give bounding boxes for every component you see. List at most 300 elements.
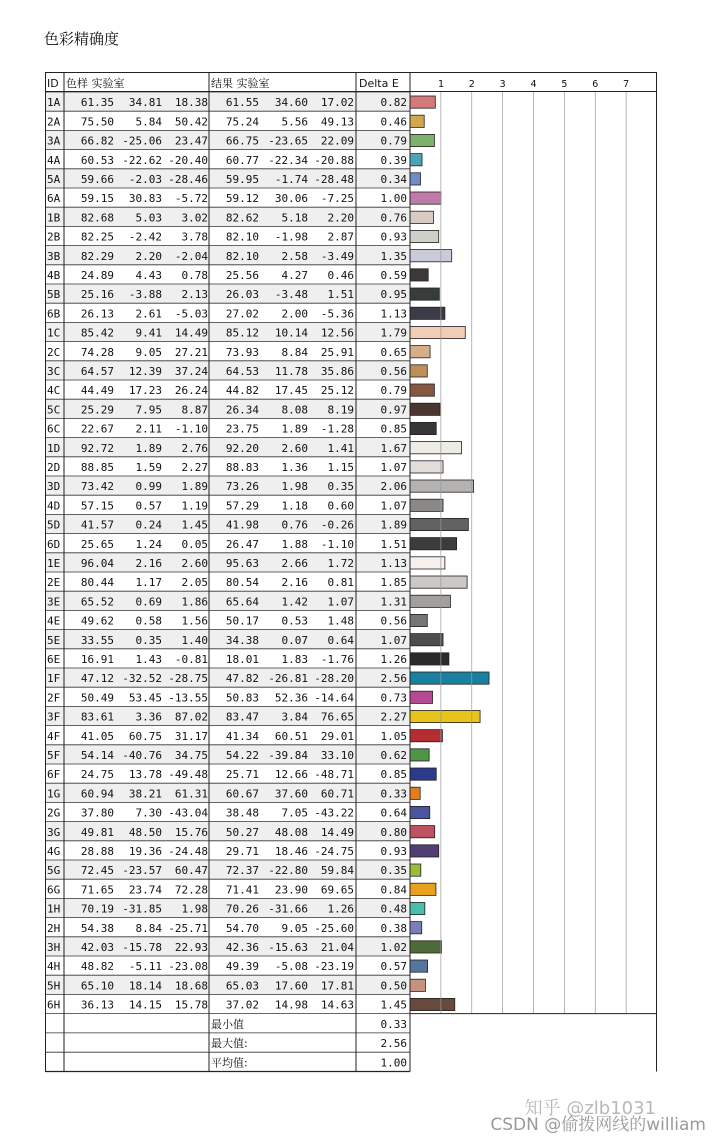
result-value: 73.93 [225, 345, 259, 359]
sample-value: 54.38 [80, 921, 114, 935]
summary-value: 0.33 [380, 1017, 407, 1031]
result-value: 25.71 [225, 768, 259, 782]
result-value: -22.80 [268, 864, 308, 878]
result-value: -22.34 [268, 153, 308, 167]
result-value: 61.55 [225, 96, 259, 110]
result-value: 1.83 [281, 653, 308, 666]
sample-value: -28.46 [168, 173, 208, 186]
result-value: 33.10 [320, 749, 354, 762]
sample-value: 60.94 [80, 787, 114, 801]
result-value: 1.15 [327, 461, 354, 474]
result-value: -5.08 [274, 960, 308, 974]
bar-6A [410, 192, 441, 204]
sample-value: 0.35 [135, 633, 162, 647]
row-id: 2E [47, 576, 61, 590]
result-value: 30.06 [274, 192, 308, 206]
bar-1A [410, 96, 435, 108]
sample-value: 4.43 [135, 269, 162, 282]
result-value: 41.98 [225, 518, 259, 532]
sample-value: 65.10 [80, 979, 114, 993]
page-title: 色彩精确度 [44, 30, 120, 48]
result-value: 88.83 [225, 461, 259, 474]
bar-2E [410, 576, 467, 588]
delta-e-value: 2.06 [380, 480, 407, 494]
sample-value: 64.57 [80, 365, 114, 378]
delta-e-value: 0.93 [380, 230, 407, 244]
bar-1D [410, 442, 462, 454]
result-value: 0.53 [281, 614, 308, 628]
result-value: 75.24 [225, 115, 259, 129]
result-value: -23.19 [314, 960, 354, 974]
sample-value: 34.75 [174, 749, 208, 762]
delta-e-value: 1.85 [380, 576, 407, 590]
row-id: 6A [47, 192, 61, 206]
sample-value: 12.39 [128, 365, 162, 378]
result-value: 64.53 [225, 365, 259, 378]
sample-value: -3.88 [128, 288, 162, 302]
sample-value: 0.69 [135, 595, 162, 609]
bar-4D [410, 499, 443, 511]
result-value: 5.56 [281, 115, 308, 129]
result-value: 14.98 [274, 998, 308, 1012]
delta-e-value: 1.13 [380, 557, 407, 570]
bar-2A [410, 115, 424, 127]
sample-value: 57.15 [80, 499, 114, 513]
sample-value: 1.17 [135, 576, 162, 590]
row-id: 3E [47, 595, 61, 609]
delta-e-value: 0.57 [380, 960, 407, 974]
sample-value: -13.55 [168, 691, 208, 705]
sample-value: 0.78 [181, 269, 208, 282]
sample-value: 75.50 [80, 115, 114, 129]
sample-value: 41.05 [80, 729, 114, 743]
row-id: 1G [47, 787, 61, 801]
result-value: 80.54 [225, 576, 259, 590]
sample-value: 1.19 [181, 499, 208, 513]
sample-value: 14.49 [174, 326, 208, 340]
sample-value: 0.99 [135, 480, 162, 494]
bar-6B [410, 307, 445, 319]
bar-3E [410, 595, 450, 607]
sample-value: 3.78 [181, 230, 208, 244]
sample-value: -2.03 [128, 173, 162, 186]
result-value: 69.65 [320, 883, 354, 897]
result-value: 34.38 [225, 633, 259, 647]
delta-e-value: 1.00 [380, 192, 407, 206]
sample-value: 31.17 [174, 729, 208, 743]
sample-value: -28.75 [168, 672, 208, 686]
row-id: 3H [47, 941, 61, 954]
result-value: 17.81 [320, 979, 354, 993]
delta-e-value: 0.76 [380, 211, 407, 225]
result-value: 44.82 [225, 384, 259, 398]
result-value: 2.58 [281, 249, 308, 263]
result-value: 22.09 [320, 134, 354, 148]
sample-value: -31.85 [122, 902, 162, 916]
sample-value: 13.78 [128, 768, 162, 782]
delta-e-value: 0.62 [380, 749, 407, 762]
sample-value: 1.40 [181, 633, 208, 647]
sample-value: 5.84 [135, 115, 162, 129]
sample-value: 82.29 [80, 249, 114, 263]
row-id: 6B [47, 307, 61, 321]
result-value: 7.05 [281, 806, 308, 820]
delta-e-value: 1.13 [380, 307, 407, 321]
result-value: 17.45 [274, 384, 308, 398]
result-value: 1.48 [327, 614, 354, 628]
result-value: 82.10 [225, 230, 259, 244]
delta-e-value: 1.31 [380, 595, 407, 609]
sample-value: -22.62 [122, 153, 162, 167]
bar-2C [410, 346, 430, 358]
delta-e-value: 1.07 [380, 499, 407, 513]
sample-value: 72.45 [80, 864, 114, 878]
row-id: 3B [47, 249, 61, 263]
sample-value: 41.57 [80, 518, 114, 532]
bar-6H [410, 998, 455, 1010]
delta-e-value: 0.35 [380, 864, 407, 878]
sample-value: 60.75 [128, 729, 162, 743]
sample-value: -49.48 [168, 768, 208, 782]
sample-value: 1.89 [181, 480, 208, 494]
sample-value: 1.89 [135, 441, 162, 455]
row-id: 1E [47, 557, 61, 570]
result-value: 1.42 [281, 595, 308, 609]
row-id: 2C [47, 345, 61, 359]
sample-value: 23.74 [128, 883, 162, 897]
sample-value: 61.31 [174, 787, 208, 801]
sample-value: 74.28 [80, 345, 114, 359]
bar-6C [410, 422, 436, 434]
sample-value: 73.42 [80, 480, 114, 494]
result-value: 65.03 [225, 979, 259, 993]
row-id: 6F [47, 768, 61, 782]
sample-value: 26.24 [174, 384, 208, 398]
delta-e-value: 0.48 [380, 902, 407, 916]
row-id: 3D [47, 480, 61, 494]
bar-6D [410, 538, 457, 550]
result-value: 1.36 [281, 461, 308, 474]
sample-value: 87.02 [174, 710, 208, 724]
delta-e-value: 0.97 [380, 403, 407, 417]
result-value: -1.28 [320, 422, 354, 436]
sample-value: 1.98 [181, 902, 208, 916]
bar-3C [410, 365, 427, 377]
sample-value: 82.25 [80, 230, 114, 244]
sample-value: 0.58 [135, 614, 162, 628]
bar-5F [410, 749, 429, 761]
sample-value: 2.61 [135, 307, 162, 321]
result-value: 1.98 [281, 480, 308, 494]
delta-e-value: 1.89 [380, 518, 407, 532]
row-id: 3F [47, 710, 61, 724]
sample-value: 7.30 [135, 806, 162, 820]
row-id: 6E [47, 653, 61, 666]
result-value: 26.34 [225, 403, 259, 417]
sample-value: 33.55 [80, 633, 114, 647]
result-value: -39.84 [268, 749, 308, 762]
result-value: 54.70 [225, 921, 259, 935]
sample-value: 5.03 [135, 211, 162, 225]
sample-value: 18.14 [128, 979, 162, 993]
sample-value: -15.78 [122, 941, 162, 954]
sample-value: -1.10 [174, 422, 208, 436]
sample-value: 14.15 [128, 998, 162, 1012]
row-id: 6C [47, 422, 61, 436]
result-value: -25.60 [314, 921, 354, 935]
sample-value: 82.68 [80, 211, 114, 225]
color-accuracy-report [45, 72, 657, 1098]
result-value: 1.51 [327, 288, 354, 302]
sample-value: 2.60 [181, 557, 208, 570]
summary-label: 最大值: [211, 1037, 248, 1051]
bar-2D [410, 461, 443, 473]
sample-value: 22.67 [80, 422, 114, 436]
sample-value: 9.05 [135, 345, 162, 359]
result-value: -3.49 [320, 249, 354, 263]
sample-value: 65.52 [80, 595, 114, 609]
sample-value: 0.05 [181, 537, 208, 551]
result-value: -14.64 [314, 691, 354, 705]
row-id: 1D [47, 441, 61, 455]
row-id: 1B [47, 211, 61, 225]
sample-value: 0.57 [135, 499, 162, 513]
row-id: 6D [47, 537, 61, 551]
result-value: 82.10 [225, 249, 259, 263]
result-value: 38.48 [225, 806, 259, 820]
x-tick-label: 1 [437, 79, 444, 90]
delta-e-value: 1.05 [380, 729, 407, 743]
sample-value: 70.19 [80, 902, 114, 916]
result-value: 49.39 [225, 960, 259, 974]
bar-3A [410, 134, 434, 146]
delta-e-value: 0.85 [380, 422, 407, 436]
summary-label: 平均值: [211, 1056, 248, 1070]
result-value: 8.84 [281, 345, 308, 359]
bar-5B [410, 288, 439, 300]
csdn-watermark: CSDN @偷拨网线的william [490, 1115, 706, 1135]
row-id: 4E [47, 614, 61, 628]
result-value: 2.66 [281, 557, 308, 570]
sample-value: 8.87 [181, 403, 208, 417]
result-value: 9.05 [281, 921, 308, 935]
sample-value: -32.52 [122, 672, 162, 686]
result-value: 71.41 [225, 883, 259, 897]
zhihu-watermark: 知乎 @zlb1031 [524, 1098, 656, 1119]
result-value: -1.74 [274, 173, 308, 186]
result-value: 1.72 [327, 557, 354, 570]
result-value: 47.82 [225, 672, 259, 686]
header-delta-e: Delta E [359, 77, 399, 90]
sample-value: 24.89 [80, 269, 114, 282]
result-value: -26.81 [268, 672, 308, 686]
result-value: -28.20 [314, 672, 354, 686]
result-value: 50.17 [225, 614, 259, 628]
sample-value: 0.24 [135, 518, 162, 532]
header-result-lab: 结果 实验室 [211, 77, 270, 90]
result-value: 29.01 [320, 729, 354, 743]
result-value: 95.63 [225, 557, 259, 570]
result-value: 60.51 [274, 729, 308, 743]
delta-e-value: 0.93 [380, 845, 407, 858]
bar-4H [410, 960, 428, 972]
row-id: 4C [47, 384, 61, 398]
sample-value: 24.75 [80, 768, 114, 782]
sample-value: 27.21 [174, 345, 208, 359]
result-value: 27.02 [225, 307, 259, 321]
row-id: 4G [47, 845, 61, 858]
result-value: 1.07 [327, 595, 354, 609]
sample-value: -5.03 [174, 307, 208, 321]
sample-value: 49.81 [80, 825, 114, 839]
sample-value: 1.86 [181, 595, 208, 609]
result-value: 1.26 [327, 902, 354, 916]
result-value: 65.64 [225, 595, 259, 609]
sample-value: 50.49 [80, 691, 114, 705]
result-value: -1.10 [320, 537, 354, 551]
delta-e-value: 0.39 [380, 153, 407, 167]
delta-e-value: 1.07 [380, 633, 407, 647]
result-value: 4.27 [281, 269, 308, 282]
bar-5A [410, 173, 420, 185]
sample-value: 48.82 [80, 960, 114, 974]
result-value: 0.81 [327, 576, 354, 590]
delta-e-value: 0.56 [380, 365, 407, 378]
bar-1G [410, 787, 420, 799]
result-value: 1.89 [281, 422, 308, 436]
bar-1C [410, 326, 465, 338]
delta-e-value: 1.07 [380, 461, 407, 474]
result-value: 72.37 [225, 864, 259, 878]
result-value: 0.76 [281, 518, 308, 532]
result-value: 2.20 [327, 211, 354, 225]
sample-value: 85.42 [80, 326, 114, 340]
result-value: 50.83 [225, 691, 259, 705]
result-value: 1.88 [281, 537, 308, 551]
sample-value: 30.83 [128, 192, 162, 206]
delta-e-value: 0.82 [380, 96, 407, 110]
row-id: 5G [47, 864, 61, 878]
sample-value: 50.42 [174, 115, 208, 129]
row-id: 1F [47, 672, 61, 686]
sample-value: 96.04 [80, 557, 114, 570]
delta-e-value: 1.02 [380, 941, 407, 954]
row-id: 1A [47, 96, 61, 110]
result-value: 60.77 [225, 153, 259, 167]
result-value: -24.75 [314, 845, 354, 858]
row-id: 4F [47, 729, 61, 743]
sample-value: 18.68 [174, 979, 208, 993]
result-value: 5.18 [281, 211, 308, 225]
sample-value: 60.53 [80, 153, 114, 167]
bar-6E [410, 653, 449, 665]
delta-e-value: 0.73 [380, 691, 407, 705]
sample-value: 37.24 [174, 365, 208, 378]
result-value: 73.26 [225, 480, 259, 494]
bar-6G [410, 883, 436, 895]
bar-2G [410, 806, 430, 818]
delta-e-value: 0.64 [380, 806, 407, 820]
row-id: 3G [47, 825, 61, 839]
result-value: 21.04 [320, 941, 354, 954]
result-value: 2.00 [281, 307, 308, 321]
sample-value: 1.59 [135, 461, 162, 474]
delta-e-value: 0.59 [380, 269, 407, 282]
sample-value: 66.82 [80, 134, 114, 148]
row-id: 4D [47, 499, 61, 513]
result-value: 17.60 [274, 979, 308, 993]
bar-3F [410, 710, 480, 722]
sample-value: 53.45 [128, 691, 162, 705]
sample-value: 71.65 [80, 883, 114, 897]
result-value: 42.36 [225, 941, 259, 954]
bar-4C [410, 384, 434, 396]
result-value: 70.26 [225, 902, 259, 916]
result-value: 82.62 [225, 211, 259, 225]
sample-value: -40.76 [122, 749, 162, 762]
delta-e-value: 1.51 [380, 537, 407, 551]
row-id: 4A [47, 153, 61, 167]
result-value: 26.03 [225, 288, 259, 302]
result-value: -23.65 [268, 134, 308, 148]
delta-e-value: 0.50 [380, 979, 407, 993]
delta-e-value: 1.67 [380, 441, 407, 455]
result-value: 59.12 [225, 192, 259, 206]
row-id: 2H [47, 921, 61, 935]
row-id: 3C [47, 365, 61, 378]
delta-e-value: 1.45 [380, 998, 407, 1012]
result-value: 23.75 [225, 422, 259, 436]
sample-value: 60.47 [174, 864, 208, 878]
result-value: 37.60 [274, 787, 308, 801]
sample-value: 2.16 [135, 557, 162, 570]
result-value: 14.63 [320, 998, 354, 1012]
delta-e-value: 0.46 [380, 115, 407, 129]
sample-value: 18.38 [174, 96, 208, 110]
bar-1E [410, 557, 445, 569]
result-value: -1.76 [320, 653, 354, 666]
row-id: 6G [47, 883, 61, 897]
sample-value: 19.36 [128, 845, 162, 858]
result-value: 12.56 [320, 326, 354, 340]
result-value: -15.63 [268, 941, 308, 954]
delta-e-value: 0.80 [380, 825, 407, 839]
result-value: 60.71 [320, 787, 354, 801]
delta-e-value: 1.26 [380, 653, 407, 666]
x-tick-label: 4 [530, 79, 537, 90]
sample-value: 59.66 [80, 173, 114, 186]
sample-value: 88.85 [80, 461, 114, 474]
sample-value: -20.40 [168, 153, 208, 167]
bar-4F [410, 730, 442, 742]
result-value: 54.22 [225, 749, 259, 762]
result-value: 29.71 [225, 845, 259, 858]
sample-value: -25.71 [168, 921, 208, 935]
result-value: 0.46 [327, 269, 354, 282]
row-id: 5E [47, 633, 61, 647]
bar-5E [410, 634, 443, 646]
sample-value: 25.65 [80, 537, 114, 551]
result-value: 8.19 [327, 403, 354, 417]
result-value: 17.02 [320, 96, 354, 110]
delta-e-value: 0.38 [380, 921, 407, 935]
sample-value: 26.13 [80, 307, 114, 321]
sample-value: 49.62 [80, 614, 114, 628]
bar-2H [410, 922, 422, 934]
sample-value: 2.13 [181, 288, 208, 302]
sample-value: 1.24 [135, 537, 162, 551]
result-value: 66.75 [225, 134, 259, 148]
